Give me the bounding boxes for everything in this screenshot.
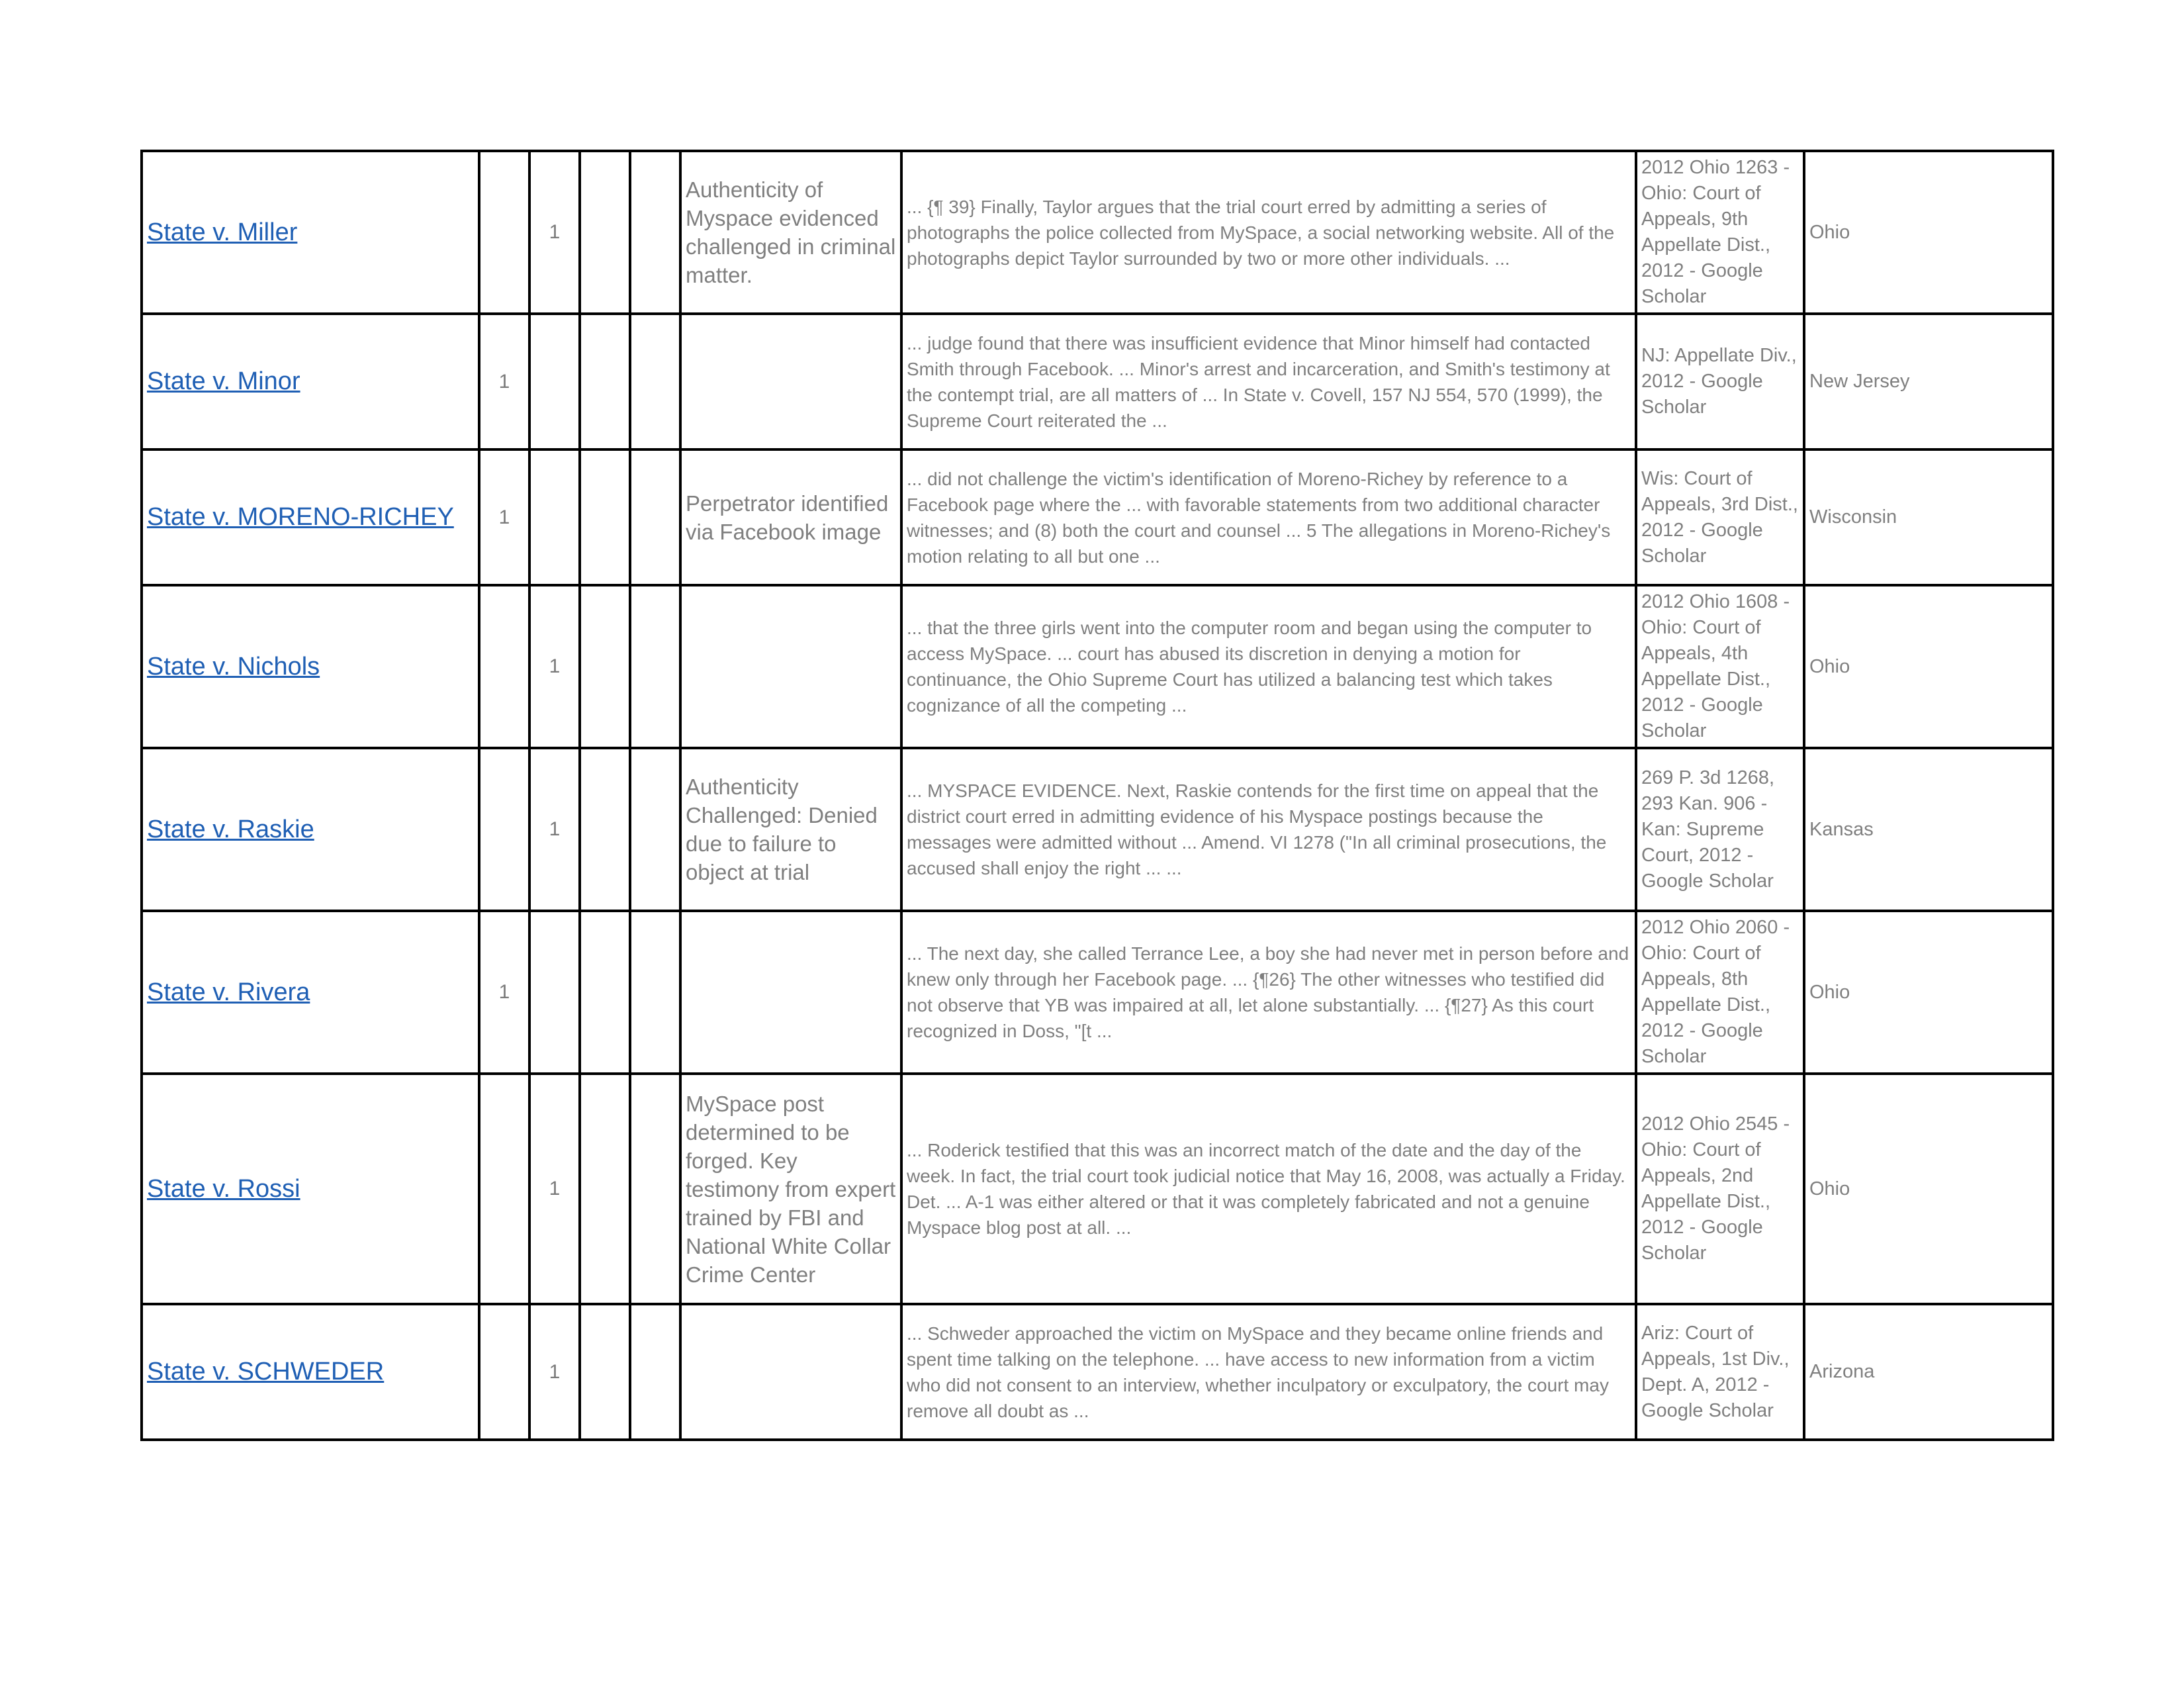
state-cell: Ohio <box>1804 585 2053 748</box>
table-row <box>142 1074 2053 1304</box>
state-cell: Wisconsin <box>1804 449 2053 585</box>
state-cell: New Jersey <box>1804 314 2053 449</box>
excerpt-cell: ... did not challenge the victim's identification of Moreno-Richey by reference to a Facebook page where the ... with favorable statements from two additional character witnesses; and (8) both the court and counsel ... 5 The allegations in Moreno-Richey's motion relating to all but one ... <box>901 449 1636 585</box>
excerpt-cell: ... judge found that there was insufficient evidence that Minor himself had contacted Smith through Facebook. ... Minor's arrest and incarceration, and Smith's testimony at the contempt trial, are all matters of ... In State v. Covell, 157 NJ 554, 570 (1999), the Supreme Court reiterated the ... <box>901 314 1636 449</box>
excerpt-cell: ... Roderick testified that this was an incorrect match of the date and the day of the week. In fact, the trial court took judicial notice that May 16, 2008, was actually a Friday. Det. ... A-1 was either altered or that it was completely fabricated and not a genuine Myspace blog post at all. ... <box>901 1074 1636 1304</box>
count-cell-b <box>529 449 580 585</box>
count-cell-c <box>580 585 630 748</box>
count-cell-b: 1 <box>529 748 580 911</box>
count-cell-d <box>630 748 680 911</box>
description-cell: Authenticity of Myspace evidenced challenged in criminal matter. <box>680 151 901 314</box>
table-row <box>142 151 2053 314</box>
case-name-cell <box>142 748 479 911</box>
case-link[interactable]: State v. Rossi <box>147 1174 300 1203</box>
state-cell: Arizona <box>1804 1304 2053 1440</box>
description-cell <box>680 585 901 748</box>
citation-cell: 2012 Ohio 2545 - Ohio: Court of Appeals, 2nd Appellate Dist., 2012 - Google Scholar <box>1636 1074 1804 1304</box>
case-name-cell <box>142 151 479 314</box>
count-cell-b: 1 <box>529 1304 580 1440</box>
count-cell-c <box>580 1074 630 1304</box>
case-link[interactable]: State v. Nichols <box>147 652 320 680</box>
count-cell-c <box>580 314 630 449</box>
count-cell-d <box>630 1074 680 1304</box>
table-row <box>142 748 2053 911</box>
excerpt-cell: ... MYSPACE EVIDENCE. Next, Raskie contends for the first time on appeal that the district court erred in admitting evidence of his Myspace postings because the messages were admitted without ... Amend. VI 1278 ("In all criminal prosecutions, the accused shall enjoy the right ... ... <box>901 748 1636 911</box>
description-cell: Perpetrator identified via Facebook image <box>680 449 901 585</box>
count-cell-b: 1 <box>529 585 580 748</box>
state-cell: Ohio <box>1804 151 2053 314</box>
description-cell <box>680 1304 901 1440</box>
description-cell: Authenticity Challenged: Denied due to failure to object at trial <box>680 748 901 911</box>
citation-cell: Wis: Court of Appeals, 3rd Dist., 2012 - Google Scholar <box>1636 449 1804 585</box>
excerpt-cell: ... The next day, she called Terrance Lee, a boy she had never met in person before and knew only through her Facebook page. ... {¶26} The other witnesses who testified did not observe that YB was impaired at all, let alone substantially. ... {¶27} As this court recognized in Doss, "[t ... <box>901 911 1636 1074</box>
case-name-cell <box>142 1304 479 1440</box>
excerpt-cell: ... that the three girls went into the computer room and began using the computer to access MySpace. ... court has abused its discretion in denying a motion for continuance, the Ohio Supreme Court has utilized a balancing test which takes cognizance of all the competing ... <box>901 585 1636 748</box>
count-cell-c <box>580 1304 630 1440</box>
count-cell-c <box>580 911 630 1074</box>
excerpt-cell: ... Schweder approached the victim on MySpace and they became online friends and spent time talking on the telephone. ... have access to new information from a victim who did not consent to an interview, whether inculpatory or exculpatory, the court may remove all doubt as ... <box>901 1304 1636 1440</box>
state-cell: Kansas <box>1804 748 2053 911</box>
case-name-cell <box>142 1074 479 1304</box>
count-cell-a <box>479 748 529 911</box>
table-row <box>142 1304 2053 1440</box>
description-cell: MySpace post determined to be forged. Key testimony from expert trained by FBI and National White Collar Crime Center <box>680 1074 901 1304</box>
description-cell <box>680 911 901 1074</box>
count-cell-a: 1 <box>479 911 529 1074</box>
case-name-cell <box>142 585 479 748</box>
count-cell-b: 1 <box>529 151 580 314</box>
count-cell-d <box>630 585 680 748</box>
case-link[interactable]: State v. Raskie <box>147 815 314 843</box>
count-cell-a: 1 <box>479 449 529 585</box>
description-cell <box>680 314 901 449</box>
case-link[interactable]: State v. MORENO-RICHEY <box>147 503 454 531</box>
case-name-cell <box>142 911 479 1074</box>
count-cell-d <box>630 449 680 585</box>
citation-cell: NJ: Appellate Div., 2012 - Google Scholar <box>1636 314 1804 449</box>
count-cell-b <box>529 911 580 1074</box>
table-row <box>142 314 2053 449</box>
count-cell-a <box>479 151 529 314</box>
count-cell-c <box>580 151 630 314</box>
table-row <box>142 585 2053 748</box>
count-cell-b <box>529 314 580 449</box>
citation-cell: 2012 Ohio 1608 - Ohio: Court of Appeals, 4th Appellate Dist., 2012 - Google Scholar <box>1636 585 1804 748</box>
count-cell-d <box>630 151 680 314</box>
count-cell-c <box>580 748 630 911</box>
case-table <box>140 150 2054 1441</box>
count-cell-d <box>630 911 680 1074</box>
case-link[interactable]: State v. SCHWEDER <box>147 1358 385 1385</box>
count-cell-b: 1 <box>529 1074 580 1304</box>
citation-cell: 269 P. 3d 1268, 293 Kan. 906 - Kan: Supreme Court, 2012 - Google Scholar <box>1636 748 1804 911</box>
count-cell-a <box>479 1304 529 1440</box>
citation-cell: 2012 Ohio 2060 - Ohio: Court of Appeals, 8th Appellate Dist., 2012 - Google Scholar <box>1636 911 1804 1074</box>
excerpt-cell: ... {¶ 39} Finally, Taylor argues that the trial court erred by admitting a series of photographs the police collected from MySpace, a social networking website. All of the photographs depict Taylor surrounded by two or more other individuals. ... <box>901 151 1636 314</box>
citation-cell: Ariz: Court of Appeals, 1st Div., Dept. A, 2012 - Google Scholar <box>1636 1304 1804 1440</box>
count-cell-c <box>580 449 630 585</box>
count-cell-a: 1 <box>479 314 529 449</box>
table-row <box>142 449 2053 585</box>
count-cell-d <box>630 1304 680 1440</box>
table-row <box>142 911 2053 1074</box>
case-link[interactable]: State v. Minor <box>147 367 300 395</box>
case-name-cell <box>142 314 479 449</box>
count-cell-a <box>479 1074 529 1304</box>
count-cell-d <box>630 314 680 449</box>
citation-cell: 2012 Ohio 1263 - Ohio: Court of Appeals, 9th Appellate Dist., 2012 - Google Scholar <box>1636 151 1804 314</box>
count-cell-a <box>479 585 529 748</box>
case-name-cell <box>142 449 479 585</box>
case-link[interactable]: State v. Rivera <box>147 978 310 1006</box>
state-cell: Ohio <box>1804 911 2053 1074</box>
state-cell: Ohio <box>1804 1074 2053 1304</box>
case-link[interactable]: State v. Miller <box>147 218 298 246</box>
